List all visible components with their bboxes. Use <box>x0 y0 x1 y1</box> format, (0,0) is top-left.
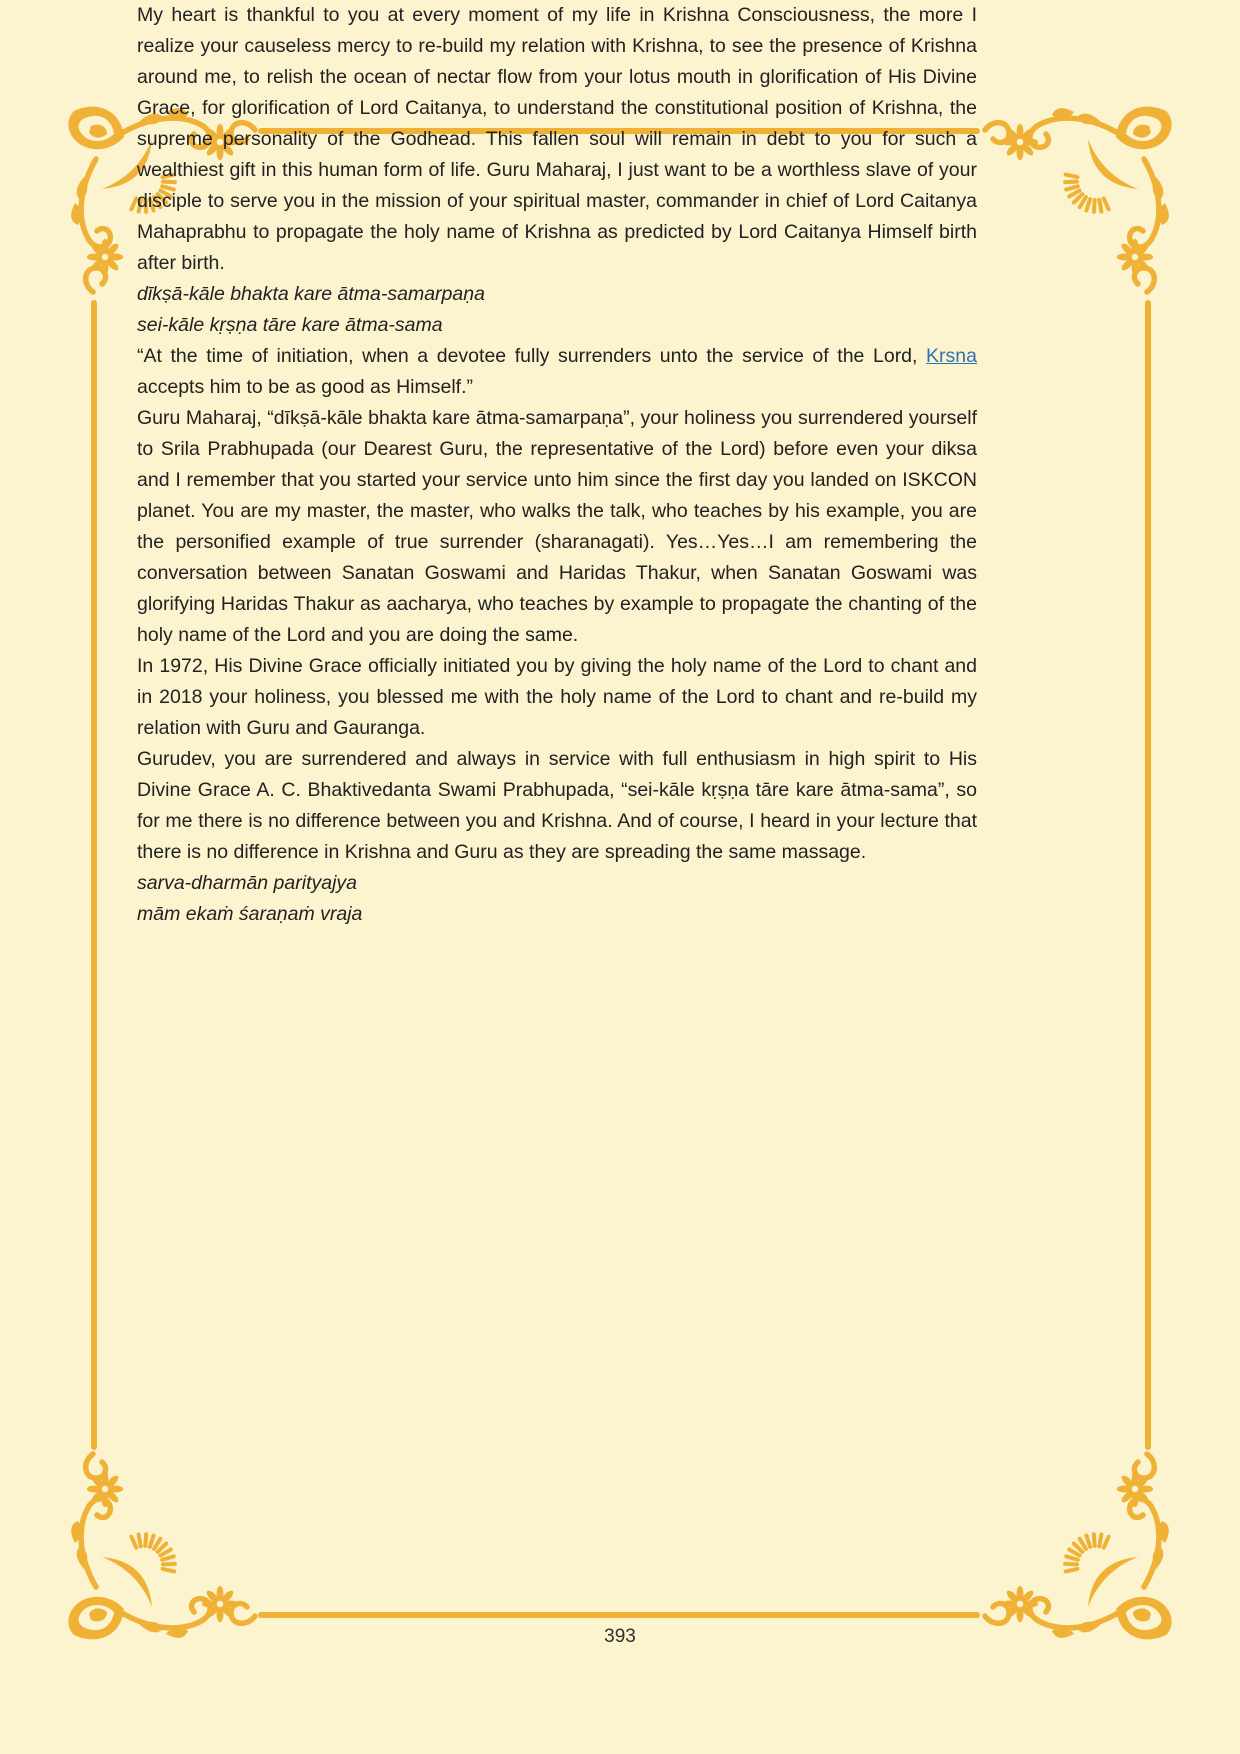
krsna-link[interactable]: Krsna <box>926 345 977 367</box>
page-body <box>137 0 977 930</box>
sanskrit-verse-diksa-line-2: sei-kāle kṛṣṇa tāre kare ātma-sama <box>137 314 443 336</box>
translation-quote-paragraph <box>137 341 977 403</box>
body-paragraph-3: In 1972, His Divine Grace officially initiated you by giving the holy name of the Lord to chant and in 2018 your holiness, you blessed me with the holy name of the Lord to chant and re-build my relation with Guru and Gauranga. <box>137 655 977 739</box>
floral-corner-flourish-icon-bottom-right <box>980 1449 1180 1649</box>
body-paragraph-1: My heart is thankful to you at every moment of my life in Krishna Consciousness, the more I realize your causeless mercy to re-build my relation with Krishna, to see the presence of Krishna around me, to relish the ocean of nectar flow from your lotus mouth in glorification of His Divine Grace, for glorification of Lord Caitanya, to understand the constitutional position of Krishna, the supreme personality of the Godhead. This fallen soul will remain in debt to you for such a wealthiest gift in this human form of life. Guru Maharaj, I just want to be a worthless slave of your disciple to serve you in the mission of your spiritual master, commander in chief of Lord Caitanya Mahaprabhu to propagate the holy name of Krishna as predicted by Lord Caitanya Himself birth after birth. <box>137 4 977 274</box>
sanskrit-verse-sarva-line-2: mām ekaṁ śaraṇaṁ vraja <box>137 903 363 925</box>
body-paragraph-4: Gurudev, you are surrendered and always in service with full enthusiasm in high spirit to His Divine Grace A. C. Bhaktivedanta Swami Prabhupada, “sei-kāle kṛṣṇa tāre kare ātma-sama”, so for me there is no difference between you and Krishna. And of course, I heard in your lecture that there is no difference in Krishna and Guru as they are spreading the same massage. <box>137 748 977 863</box>
floral-corner-flourish-icon-bottom-left <box>60 1449 260 1649</box>
quote-text-after-link: accepts him to be as good as Himself.” <box>137 376 473 398</box>
quote-text-before-link: “At the time of initiation, when a devotee fully surrenders unto the service of the Lord, <box>137 345 927 367</box>
sanskrit-verse-diksa-line-1: dīkṣā-kāle bhakta kare ātma-samarpaṇa <box>137 283 485 305</box>
frame-line-left <box>91 300 97 1450</box>
body-paragraph-2: Guru Maharaj, “dīkṣā-kāle bhakta kare ātma-samarpaṇa”, your holiness you surrendered yourself to Srila Prabhupada (our Dearest Guru, the representative of the Lord) before even your diksa and I remember that you started your service unto him since the first day you landed on ISKCON planet. You are my master, the master, who walks the talk, who teaches by his example, you are the personified example of true surrender (sharanagati). Yes…Yes…I am remembering the conversation between Sanatan Goswami and Haridas Thakur, when Sanatan Goswami was glorifying Haridas Thakur as aacharya, who teaches by example to propagate the chanting of the holy name of the Lord and you are doing the same. <box>137 407 977 646</box>
frame-line-right <box>1145 300 1151 1450</box>
sanskrit-verse-sarva-line-1: sarva-dharmān parityajya <box>137 872 358 894</box>
floral-corner-flourish-icon-top-right <box>980 97 1180 297</box>
page-number: 393 <box>604 1626 636 1647</box>
frame-line-bottom <box>258 1612 980 1618</box>
